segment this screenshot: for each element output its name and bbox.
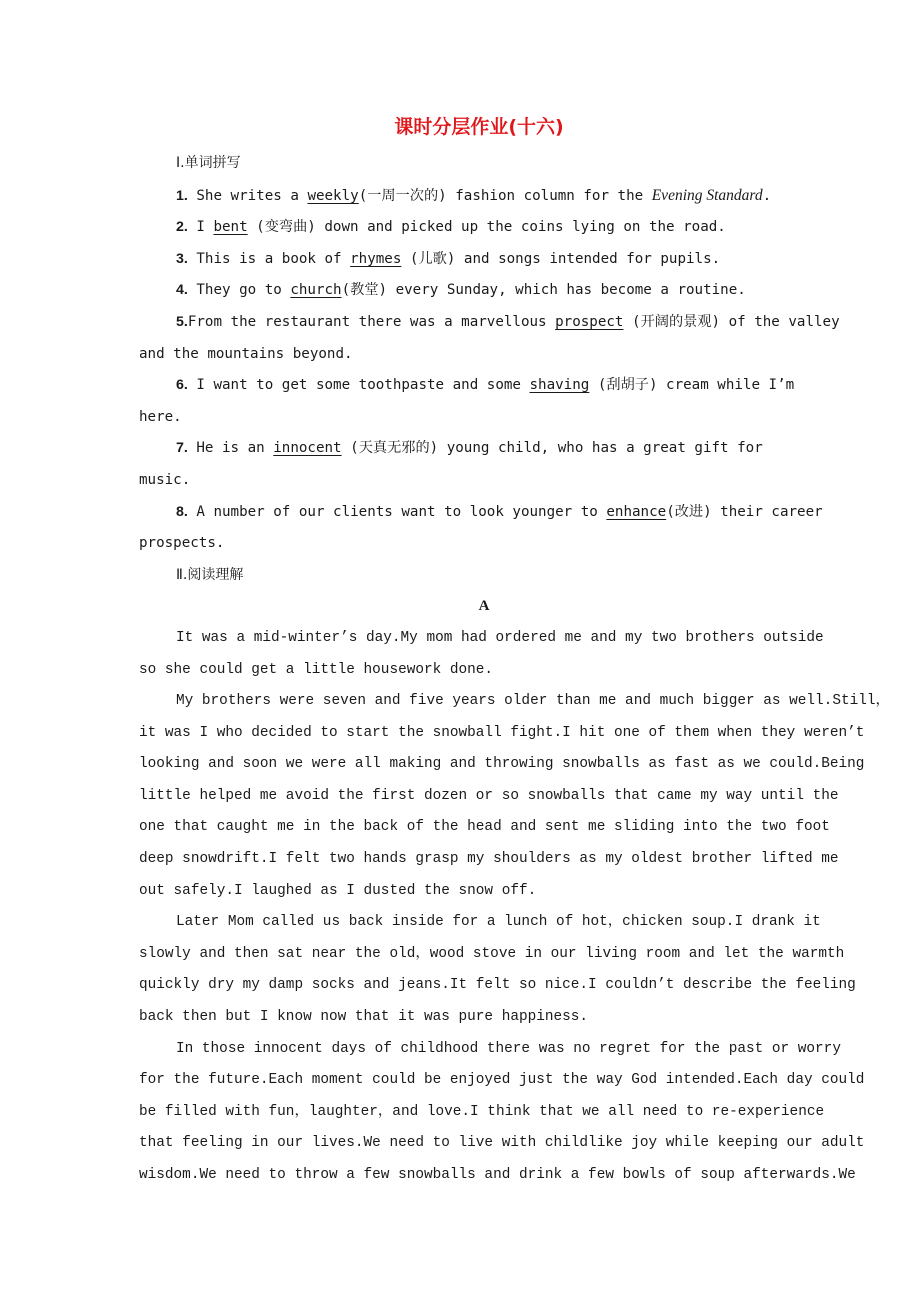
answer: prospect: [555, 313, 624, 330]
answer: church: [290, 282, 342, 299]
answer: bent: [213, 219, 248, 236]
passage-line: quickly dry my damp socks and jeans.It felt so nice.I couldn’t describe the feeling: [139, 977, 856, 994]
page-title: 课时分层作业(十六): [394, 116, 564, 138]
passage-line: out safely.I laughed as I dusted the snow off.: [139, 882, 537, 899]
spelling-item-continuation: music.: [139, 471, 191, 488]
spelling-item: 8. A number of our clients want to look younger to enhance(改进) their career: [176, 503, 823, 520]
spelling-list: [139, 180, 840, 560]
spelling-item: 4. They go to church(教堂) every Sunday, which has become a routine.: [176, 282, 746, 299]
passage-line: wisdom.We need to throw a few snowballs and drink a few bowls of soup afterwards.We: [139, 1167, 856, 1183]
passage-line: Later Mom called us back inside for a lunch of hot，chicken soup.I drank it: [176, 914, 821, 931]
document-page: [139, 112, 890, 1192]
passage-line: so she could get a little housework done.: [139, 661, 494, 678]
passage-line: deep snowdrift.I felt two hands grasp my shoulders as my oldest brother lifted me: [139, 851, 839, 868]
spelling-item-continuation: and the mountains beyond.: [139, 345, 353, 362]
spelling-item: 1. She writes a weekly(一周一次的) fashion column for the Evening Standard.: [176, 186, 772, 204]
spelling-item: 2. I bent (变弯曲) down and picked up the coins lying on the road.: [176, 219, 726, 236]
section-heading-reading: Ⅱ.阅读理解: [176, 566, 244, 583]
answer: rhymes: [350, 250, 402, 267]
passage-line: back then but I know now that it was pure happiness.: [139, 1009, 589, 1026]
passage-label: A: [478, 598, 490, 615]
passage-line: be filled with fun，laughter，and love.I think that we all need to re-experience: [139, 1103, 825, 1120]
answer: enhance: [606, 503, 667, 520]
passage-line: that feeling in our lives.We need to live with childlike joy while keeping our adult: [139, 1135, 865, 1152]
passage-line: for the future.Each moment could be enjoyed just the way God intended.Each day could: [139, 1072, 865, 1089]
spelling-item-continuation: prospects.: [139, 535, 225, 552]
answer: weekly: [307, 187, 359, 204]
section-heading-spelling: Ⅰ.单词拼写: [176, 155, 241, 171]
spelling-item-continuation: here.: [139, 408, 182, 425]
passage-line: It was a mid-winter’s day.My mom had ordered me and my two brothers outside: [176, 629, 824, 646]
answer: shaving: [529, 377, 590, 394]
spelling-item: 5.From the restaurant there was a marvellous prospect (开阔的景观) of the valley: [176, 313, 840, 330]
spelling-item: 7. He is an innocent (天真无邪的) young child, who has a great gift for: [176, 440, 763, 457]
passage-text: [139, 623, 890, 1192]
passage-line: My brothers were seven and five years older than me and much bigger as well.Still，: [176, 693, 890, 710]
passage-line: looking and soon we were all making and throwing snowballs as fast as we could.Being: [139, 756, 865, 773]
passage-line: In those innocent days of childhood there was no regret for the past or worry: [176, 1040, 841, 1057]
passage-line: slowly and then sat near the old，wood stove in our living room and let the warmth: [139, 945, 845, 962]
answer: innocent: [273, 440, 342, 457]
passage-line: one that caught me in the back of the head and sent me sliding into the two foot: [139, 819, 830, 836]
spelling-item: 6. I want to get some toothpaste and some shaving (刮胡子) cream while I’m: [176, 377, 795, 394]
spelling-item: 3. This is a book of rhymes (儿歌) and songs intended for pupils.: [176, 250, 721, 267]
passage-line: little helped me avoid the first dozen or so snowballs that came my way until the: [139, 787, 839, 804]
passage-line: it was I who decided to start the snowball fight.I hit one of them when they weren’t: [139, 724, 865, 741]
